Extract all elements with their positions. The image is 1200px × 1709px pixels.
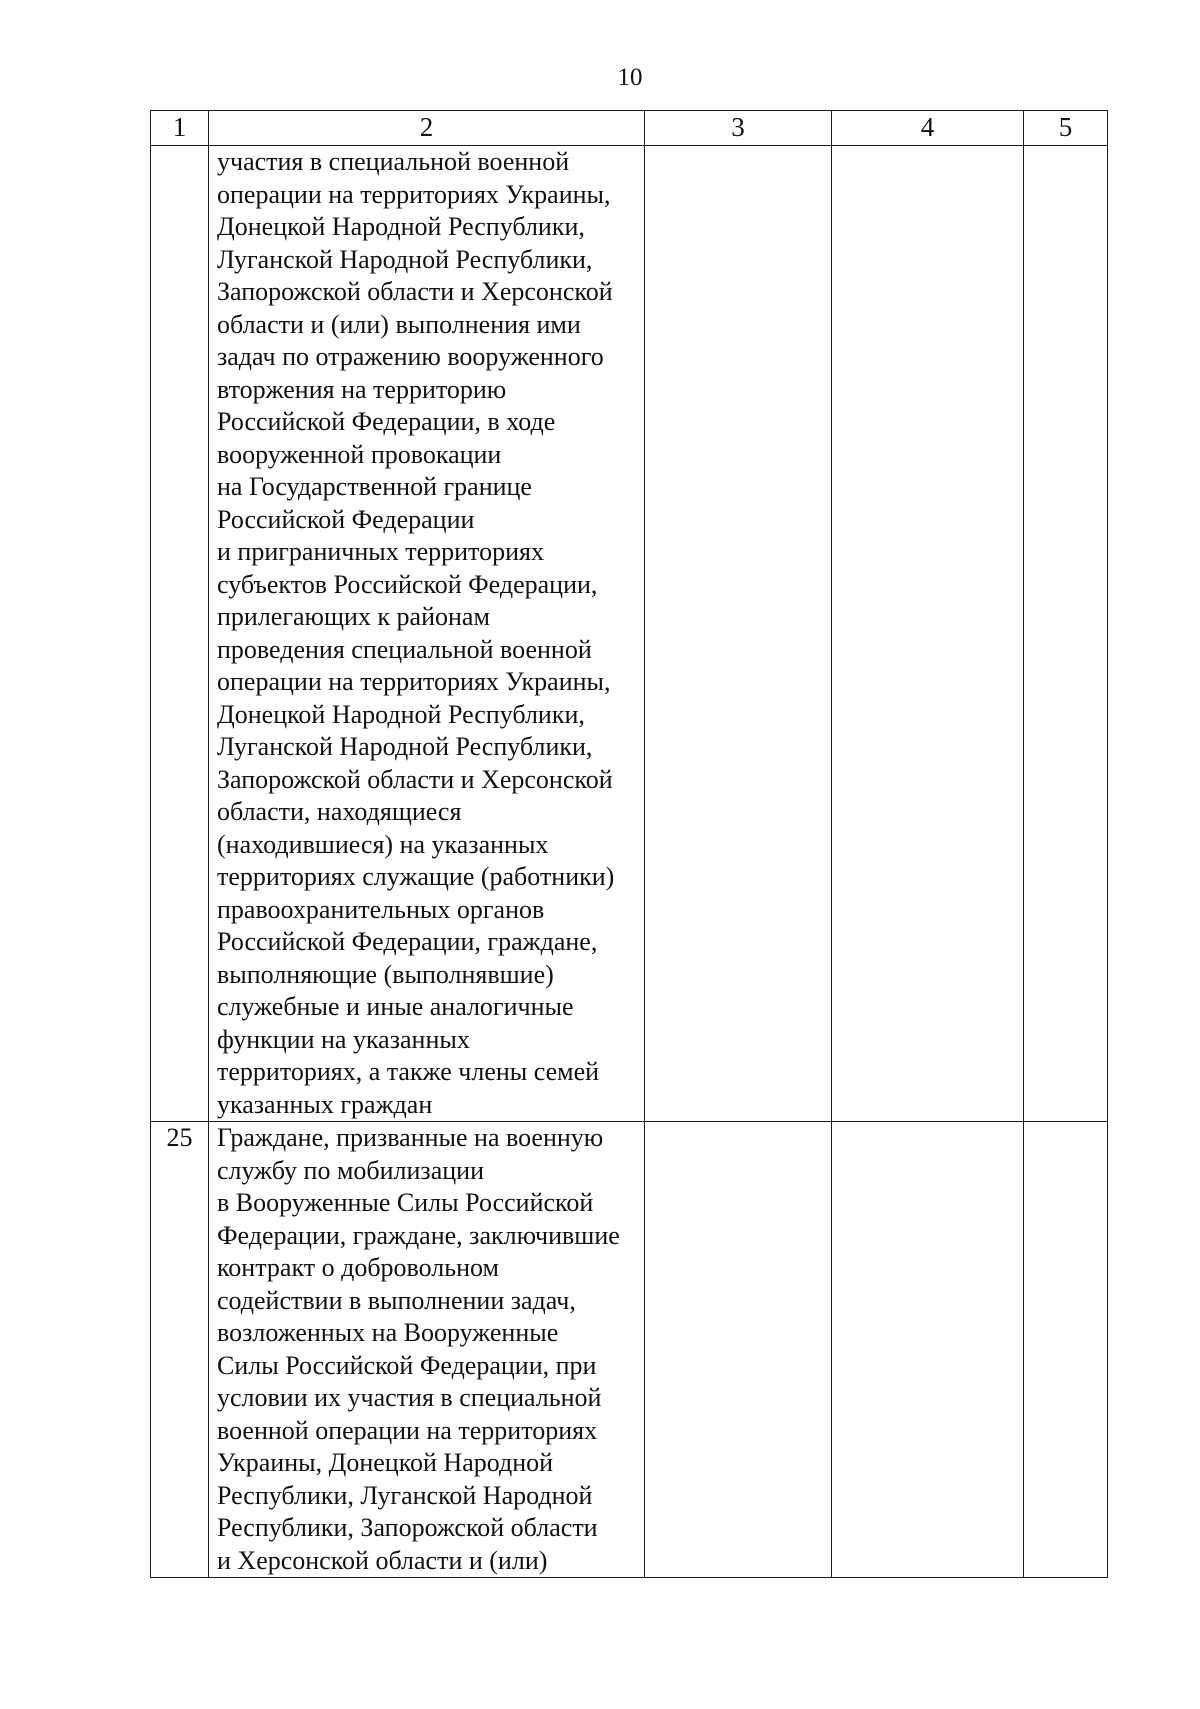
- text-line: содействии в выполнении задач,: [217, 1285, 576, 1315]
- text-line: проведения специальной военной: [217, 634, 592, 664]
- column-header-5: 5: [1024, 111, 1108, 146]
- text-line: в Вооруженные Силы Российской: [217, 1188, 594, 1217]
- text-line: Силы Российской Федерации, при: [217, 1350, 597, 1380]
- text-line: условии их участия в специальной: [217, 1383, 602, 1412]
- text-line: военной операции на территориях: [217, 1415, 598, 1445]
- table-header-row: [151, 111, 1108, 146]
- text-line: вооруженной провокации: [217, 439, 502, 469]
- text-line: Российской Федерации, в ходе: [217, 407, 556, 436]
- text-line: Луганской Народной Республики,: [217, 244, 593, 274]
- text-line: и приграничных территориях: [217, 537, 544, 566]
- text-line: на Государственной границе: [217, 472, 532, 501]
- text-line: Донецкой Народной Республики,: [217, 699, 585, 729]
- empty-cell-col5: [1024, 146, 1108, 1122]
- text-line: Донецкой Народной Республики,: [217, 212, 585, 241]
- text-line: субъектов Российской Федерации,: [217, 569, 598, 599]
- text-line: служебные и иные аналогичные: [217, 992, 574, 1021]
- row-number-cell: 25: [151, 1122, 209, 1578]
- column-header-4: 4: [832, 111, 1024, 146]
- text-line: контракт о добровольном: [217, 1253, 500, 1282]
- column-header-1: 1: [151, 111, 209, 146]
- text-line: операции на территориях Украины,: [217, 667, 611, 696]
- empty-cell-col4: [832, 1122, 1024, 1578]
- text-line: Граждане, призванные на военную: [217, 1123, 604, 1152]
- text-line: вторжения на территорию: [217, 374, 507, 404]
- text-line: участия в специальной военной: [217, 147, 570, 176]
- text-line: области и (или) выполнения ими: [217, 309, 581, 339]
- text-line: Российской Федерации: [217, 504, 475, 534]
- text-line: Республики, Запорожской области: [217, 1513, 598, 1542]
- text-line: службу по мобилизации: [217, 1155, 484, 1185]
- text-line: операции на территориях Украины,: [217, 179, 611, 209]
- text-line: прилегающих к районам: [217, 602, 490, 631]
- empty-cell-col3: [645, 1122, 832, 1578]
- column-header-2: 2: [209, 111, 645, 146]
- text-line: Федерации, граждане, заключившие: [217, 1220, 620, 1250]
- text-line: выполняющие (выполнявшие): [217, 959, 554, 989]
- empty-cell-col5: [1024, 1122, 1108, 1578]
- table-row: [151, 146, 1108, 1122]
- document-table: [150, 110, 1108, 1578]
- table-row: [151, 1122, 1108, 1578]
- text-line: Украины, Донецкой Народной: [217, 1448, 554, 1477]
- text-line: функции на указанных: [217, 1024, 470, 1054]
- text-line: Запорожской области и Херсонской: [217, 764, 613, 794]
- text-line: Луганской Народной Республики,: [217, 732, 593, 761]
- text-line: задач по отражению вооруженного: [217, 342, 604, 371]
- table-body: [151, 146, 1108, 1578]
- row-number-cell: [151, 146, 209, 1122]
- empty-cell-col4: [832, 146, 1024, 1122]
- row-text-cell: [209, 146, 645, 1122]
- text-line: возложенных на Вооруженные: [217, 1318, 559, 1347]
- text-line: Российской Федерации, граждане,: [217, 927, 598, 956]
- text-line: правоохранительных органов: [217, 894, 545, 924]
- row-text-cell: [209, 1122, 645, 1578]
- text-line: области, находящиеся: [217, 797, 462, 826]
- column-header-3: 3: [645, 111, 832, 146]
- text-line: Республики, Луганской Народной: [217, 1480, 593, 1510]
- text-line: территориях, а также члены семей: [217, 1057, 600, 1086]
- empty-cell-col3: [645, 146, 832, 1122]
- text-line: территориях служащие (работники): [217, 862, 615, 891]
- text-line: и Херсонской области и (или): [217, 1545, 548, 1575]
- page-number: 10: [617, 64, 643, 91]
- text-line: указанных граждан: [217, 1089, 433, 1119]
- text-line: Запорожской области и Херсонской: [217, 277, 613, 306]
- text-line: (находившиеся) на указанных: [217, 829, 549, 859]
